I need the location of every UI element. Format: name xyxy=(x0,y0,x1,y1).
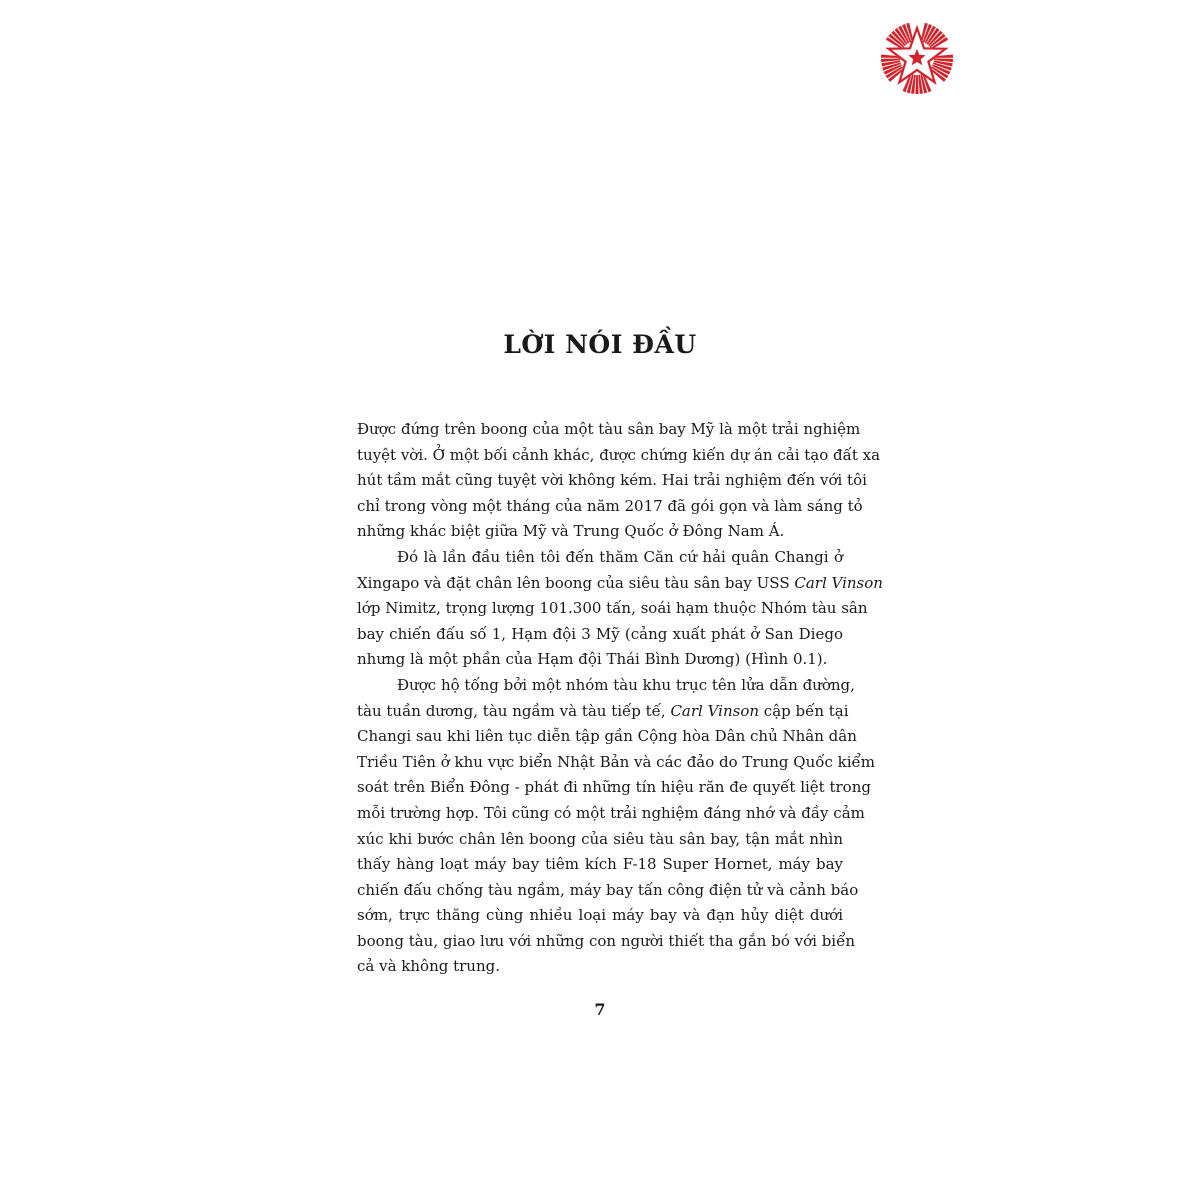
ship-name: Carl Vinson xyxy=(794,573,883,592)
page-number: 7 xyxy=(594,1000,606,1019)
text-line: chỉ trong vòng một tháng của năm 2017 đã gói gọn và làm sáng tỏ xyxy=(357,496,863,515)
text-line: Triều Tiên ở khu vực biển Nhật Bản và các đảo do Trung Quốc kiểm xyxy=(357,752,875,771)
text-line: lớp Nimitz, trọng lượng 101.300 tấn, soái hạm thuộc Nhóm tàu sân xyxy=(357,599,868,618)
publisher-logo xyxy=(877,18,957,98)
text-fragment: Xingapo và đặt chân lên boong của siêu tàu sân bay USS xyxy=(357,573,795,592)
text-line xyxy=(357,699,849,725)
text-line: bay chiến đấu số 1, Hạm đội 3 Mỹ (cảng xuất phát ở San Diego xyxy=(357,624,843,643)
text-line: Đó là lần đầu tiên tôi đến thăm Căn cứ hải quân Changi ở xyxy=(397,547,843,566)
text-line: hút tầm mắt cũng tuyệt vời không kém. Hai trải nghiệm đến với tôi xyxy=(357,471,867,490)
chapter-title: LỜI NÓI ĐẦU xyxy=(503,330,697,359)
text-line: boong tàu, giao lưu với những con người thiết tha gắn bó với biển xyxy=(357,931,855,950)
text-line: nhưng là một phần của Hạm đội Thái Bình Dương) (Hình 0.1). xyxy=(357,650,828,669)
text-line: Được đứng trên boong của một tàu sân bay Mỹ là một trải nghiệm xyxy=(357,420,861,438)
text-line: xúc khi bước chân lên boong của siêu tàu sân bay, tận mắt nhìn xyxy=(357,829,843,848)
text-fragment: cập bến tại xyxy=(759,701,849,720)
text-line: chiến đấu chống tàu ngầm, máy bay tấn công điện tử và cảnh báo xyxy=(357,880,859,899)
text-line: Changi sau khi liên tục diễn tập gần Cộng hòa Dân chủ Nhân dân xyxy=(357,727,857,746)
text-line: mỗi trường hợp. Tôi cũng có một trải nghiệm đáng nhớ và đầy cảm xyxy=(357,803,865,822)
logo-ray xyxy=(915,75,918,94)
text-line: những khác biệt giữa Mỹ và Trung Quốc ở Đông Nam Á. xyxy=(357,522,785,541)
text-line: Được hộ tống bởi một nhóm tàu khu trục tên lửa dẫn đường, xyxy=(397,675,855,694)
text-line xyxy=(357,571,883,597)
text-line: thấy hàng loạt máy bay tiêm kích F-18 Super Hornet, máy bay xyxy=(357,855,843,874)
text-fragment: tàu tuần dương, tàu ngầm và tàu tiếp tế, xyxy=(357,701,671,720)
text-line: sớm, trực thăng cùng nhiều loại máy bay và đạn hủy diệt dưới xyxy=(357,906,843,925)
body-text xyxy=(357,417,883,980)
text-line: soát trên Biển Đông - phát đi những tín hiệu răn đe quyết liệt trong xyxy=(357,778,871,797)
text-line: tuyệt vời. Ở một bối cảnh khác, được chứng kiến dự án cải tạo đất xa xyxy=(357,445,881,464)
ship-name: Carl Vinson xyxy=(670,701,760,720)
red-star-burst-icon xyxy=(877,18,957,98)
text-line: cả và không trung. xyxy=(357,957,500,976)
